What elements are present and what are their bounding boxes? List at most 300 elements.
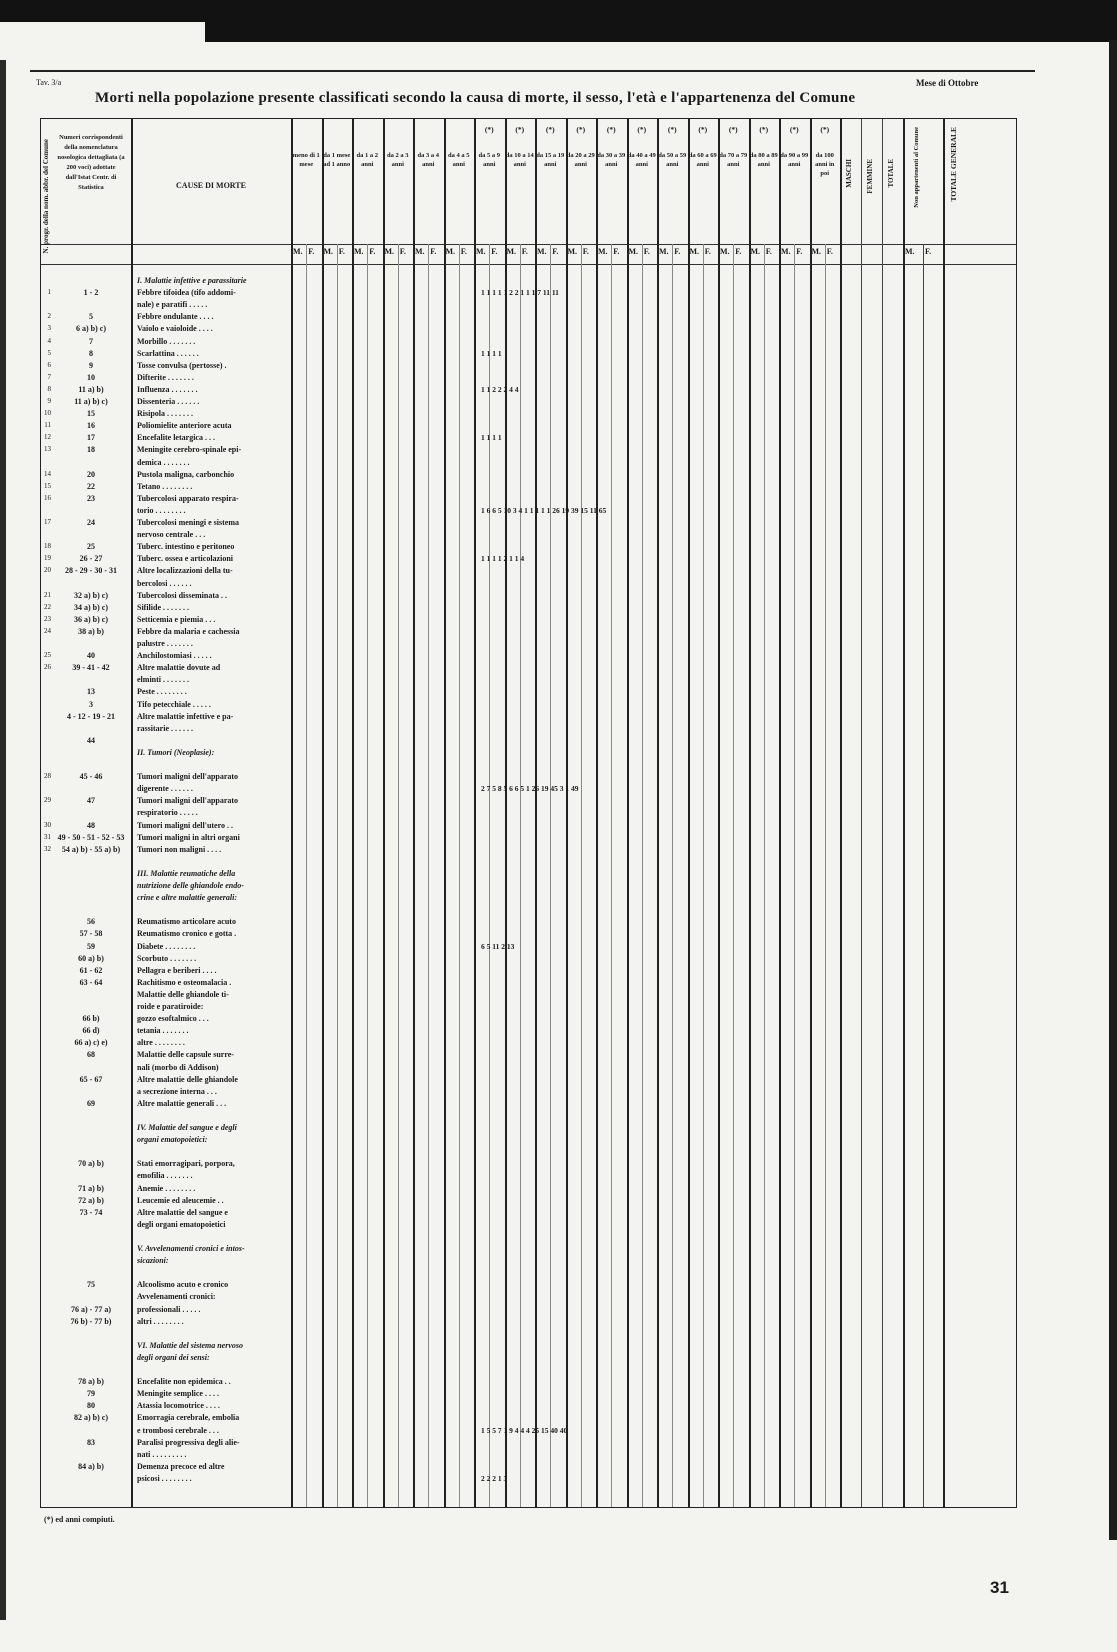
cause-label: altri . . . . . . . . [137, 1316, 184, 1326]
age-header: da 60 a 69 anni [688, 152, 717, 168]
sex-m-label: M. [598, 247, 608, 256]
cause-label: Peste . . . . . . . . [137, 687, 187, 697]
total-header: MASCHI [845, 159, 853, 188]
sex-f-label: F. [491, 247, 498, 256]
nomenclature-code: 65 - 67 [79, 1074, 103, 1084]
sex-m-label: M. [293, 247, 303, 256]
nomenclature-code: 7 [89, 336, 93, 346]
sex-f-label: F. [704, 247, 711, 256]
cause-label: Leucemie ed aleucemie . . [137, 1195, 224, 1205]
age-footnote-mark: (*) [606, 125, 616, 134]
cause-label: a secrezione interna . . . [137, 1086, 217, 1096]
row-values: 1 1 1 1 [481, 433, 502, 443]
sex-m-label: M. [384, 247, 395, 256]
total-col-divider [861, 119, 862, 1507]
cause-label: torio . . . . . . . . [137, 505, 186, 515]
row-number: 13 [44, 445, 51, 454]
cause-label: Tifo petecchiale . . . . . [137, 699, 211, 709]
row-number: 7 [47, 372, 51, 381]
nomenclature-code: 16 [87, 421, 95, 431]
sex-subdivider [764, 244, 765, 1507]
row-values: 1 1 1 1 [481, 348, 502, 358]
mortality-table [40, 118, 1017, 1508]
sex-m-label: M. [659, 247, 669, 256]
nomenclature-code: 70 a) b) [78, 1159, 104, 1169]
cause-label: Tumori non maligni . . . . [137, 844, 222, 854]
age-col-divider [383, 119, 385, 1507]
row-number: 17 [44, 518, 51, 526]
nomenclature-code: 75 [87, 1280, 95, 1290]
row-number: 6 [47, 360, 51, 369]
sex-f-label: F. [735, 247, 742, 256]
cause-label: Tumori maligni dell'utero . . [137, 820, 234, 830]
sex-subdivider [642, 244, 643, 1507]
cause-label: palustre . . . . . . . [137, 639, 193, 648]
cause-label: Febbre ondulante . . . . [137, 312, 214, 322]
nomenclature-code: 4 - 12 - 19 - 21 [67, 711, 115, 721]
section-heading: sicazioni: [137, 1256, 169, 1266]
nomenclature-code: 11 a) b) c) [74, 397, 108, 406]
cause-label: bercolosi . . . . . . [137, 578, 192, 588]
age-footnote-mark: (*) [667, 125, 677, 134]
cause-label: Reumatismo cronico e gotta . [137, 929, 237, 939]
cause-label: Poliomielite anteriore acuta [137, 421, 232, 431]
row-number: 21 [44, 590, 51, 599]
nomenclature-code: 23 [87, 493, 95, 503]
binding-edge [0, 60, 6, 1620]
section-heading: III. Malattie reumatiche della [137, 868, 236, 878]
row-number: 2 [47, 312, 51, 321]
row-number: 10 [44, 409, 51, 418]
cause-label: professionali . . . . . [137, 1304, 201, 1314]
age-header: da 30 a 39 anni [597, 152, 626, 168]
row-number: 28 [44, 772, 51, 781]
sex-subdivider [459, 244, 460, 1507]
nomenclature-code: 69 [87, 1098, 95, 1108]
cause-label: Vaiolo e vaioloide . . . . [137, 324, 213, 334]
nomenclature-code: 45 - 46 [79, 772, 103, 782]
nomenclature-code: 36 a) b) c) [74, 614, 108, 624]
nomenclature-code: 71 a) b) [78, 1183, 104, 1193]
cause-label: Malattie delle capsule surre- [137, 1050, 234, 1060]
sex-f-label: F. [613, 247, 620, 256]
age-col-divider [810, 119, 812, 1507]
row-values: 1 5 5 7 1 9 4 4 4 25 15 40 40 [481, 1425, 568, 1435]
cause-label: Risipola . . . . . . . [137, 409, 194, 419]
nomenclature-code: 38 a) b) [78, 626, 104, 636]
cause-label: Setticemia e piemia . . . [137, 614, 216, 624]
row-number: 23 [44, 614, 51, 623]
nomenclature-code: 1 - 2 [83, 288, 99, 298]
sex-m-label: M. [811, 247, 822, 256]
header-divider [41, 264, 1016, 265]
row-number: 22 [44, 602, 51, 611]
sex-f-label: F. [796, 247, 803, 256]
age-header: da 80 a 89 anni [749, 152, 778, 168]
nomenclature-code: 66 b) [82, 1014, 100, 1024]
cause-label: Anchilostomiasi . . . . . [137, 651, 212, 661]
cause-label: Tuberc. intestino e peritoneo [137, 542, 235, 552]
non-appart-subdivider [923, 244, 924, 1507]
row-number: 20 [44, 566, 51, 575]
sex-subdivider [337, 244, 338, 1507]
section-heading: V. Avvelenamenti cronici e intos- [137, 1244, 245, 1253]
age-col-divider [291, 119, 293, 1507]
totale-generale-header: TOTALE GENERALE [949, 127, 958, 202]
age-footnote-mark: (*) [637, 125, 647, 134]
age-header: da 10 a 14 anni [505, 152, 534, 168]
nomenclature-code: 78 a) b) [78, 1377, 104, 1387]
sex-m-label: M. [781, 247, 791, 256]
cause-label: nale) e paratifi . . . . . [137, 300, 208, 310]
nomenclature-code: 66 d) [82, 1026, 100, 1036]
cause-label: e trombosi cerebrale . . . [137, 1425, 219, 1435]
sex-m-label: M. [720, 247, 730, 256]
row-number: 24 [44, 626, 51, 635]
nomenclature-code: 60 a) b) [78, 953, 104, 963]
sex-subdivider [703, 244, 704, 1507]
total-col-divider [882, 119, 883, 1507]
age-col-divider [413, 119, 415, 1507]
total-header: TOTALE [887, 159, 895, 188]
cause-label: Altre malattie delle ghiandole [137, 1074, 238, 1084]
cause-label: Scorbuto . . . . . . . [137, 953, 197, 963]
age-col-divider [322, 119, 324, 1507]
sex-f-label: F. [369, 247, 376, 256]
sex-f-label: F. [460, 247, 467, 256]
cause-label: Altre localizzazioni della tu- [137, 566, 233, 576]
nomenclature-code: 11 a) b) [78, 384, 104, 394]
nomenclature-code: 44 [87, 735, 95, 745]
nomenclature-code: 25 [87, 542, 95, 552]
cause-label: psicosi . . . . . . . . [137, 1473, 192, 1483]
age-footnote-mark: (*) [545, 125, 555, 134]
age-col-divider [535, 119, 537, 1507]
age-header: da 15 a 19 anni [536, 152, 565, 168]
cause-label: Altre malattie generali . . . [137, 1098, 227, 1108]
cause-label: nati . . . . . . . . . [137, 1449, 187, 1459]
sex-subdivider [520, 244, 521, 1507]
non-appart-header: Non appartenenti al Comune [913, 127, 920, 208]
nomenclature-code: 20 [87, 469, 95, 479]
na-m-label: M. [905, 247, 915, 256]
cause-label: nervoso centrale . . . [137, 530, 206, 540]
cause-label: Dissenteria . . . . . . [137, 397, 200, 406]
nomenclature-code: 40 [87, 651, 95, 661]
nomenclature-code: 13 [87, 687, 95, 697]
nomenclature-code: 10 [87, 372, 95, 382]
sex-subdivider [611, 244, 612, 1507]
sex-subdivider [794, 244, 795, 1507]
cause-label: degli organi ematopoietici [137, 1219, 226, 1229]
cause-label: Morbillo . . . . . . . [137, 336, 196, 346]
sex-f-label: F. [430, 247, 437, 256]
nomenclature-code: 76 a) - 77 a) [71, 1304, 111, 1314]
sex-row-divider [41, 244, 1016, 245]
cause-label: Meningite semplice . . . . [137, 1389, 219, 1399]
cause-label: Tumori maligni dell'apparato [137, 772, 239, 782]
row-number: 8 [47, 384, 51, 393]
row-number: 25 [44, 651, 51, 660]
age-header: da 70 a 79 anni [719, 152, 748, 168]
row-number: 18 [44, 542, 51, 551]
nomenclature-code: 59 [87, 941, 95, 951]
sex-m-label: M. [750, 247, 761, 256]
cause-label: Stati emorragipari, porpora, [137, 1159, 235, 1169]
sex-subdivider [672, 244, 673, 1507]
cause-label: Scarlattina . . . . . . [137, 348, 199, 358]
sex-subdivider [581, 244, 582, 1507]
row-number: 14 [44, 469, 51, 478]
age-footnote-mark: (*) [515, 125, 525, 134]
age-header: da 5 a 9 anni [478, 152, 500, 168]
row-number: 19 [44, 554, 51, 563]
sex-f-label: F. [765, 247, 772, 256]
cause-label: Febbre da malaria e cachessia [137, 626, 240, 636]
nomenclature-code: 15 [87, 409, 95, 419]
nomenclature-code: 56 [87, 917, 95, 927]
nomenclature-code: 68 [87, 1050, 95, 1060]
age-header: da 50 a 59 anni [658, 152, 687, 168]
scan-dark-corner [0, 0, 205, 22]
cause-label: Sifilide . . . . . . . [137, 602, 190, 612]
cause-label: Altre malattie del sangue e [137, 1207, 228, 1217]
nomenclature-code: 24 [87, 518, 95, 527]
age-col-divider [779, 119, 781, 1507]
sex-f-label: F. [308, 247, 315, 256]
sex-subdivider [550, 244, 551, 1507]
nomenclature-code: 73 - 74 [79, 1207, 103, 1217]
row-values: 1 1 2 2 2 4 4 [481, 384, 519, 394]
age-col-divider [444, 119, 446, 1507]
cause-label: Reumatismo articolare acuto [137, 917, 236, 927]
row-values: 2 7 5 8 5 6 6 5 1 26 19 45 3 1 49 [481, 784, 579, 794]
cause-label: emofilia . . . . . . . [137, 1171, 193, 1181]
row-number: 32 [44, 844, 51, 853]
cause-label: nali (morbo di Addison) [137, 1062, 219, 1072]
cause-header: CAUSE DI MORTE [176, 181, 246, 190]
age-footnote-mark: (*) [759, 125, 769, 134]
row-number: 5 [47, 348, 51, 357]
age-col-divider [505, 119, 507, 1507]
nomenclature-code: 84 a) b) [78, 1461, 104, 1471]
row-number: 12 [44, 433, 51, 442]
cause-label: Tubercolosi disseminata . . [137, 590, 228, 600]
nomenclature-code: 6 a) b) c) [76, 324, 106, 334]
nomenclature-code: 8 [89, 348, 93, 358]
cause-label: Diabete . . . . . . . . [137, 941, 196, 951]
sex-m-label: M. [354, 247, 364, 256]
cause-label: digerente . . . . . . [137, 784, 193, 794]
section-heading: crine e altre malattie generali: [137, 893, 237, 903]
nomenclature-code: 82 a) b) c) [74, 1413, 108, 1423]
row-number: 31 [44, 832, 51, 841]
age-col-divider [718, 119, 720, 1507]
age-header: da 1 a 2 anni [356, 152, 378, 168]
age-footnote-mark: (*) [484, 125, 494, 134]
row-number: 30 [44, 820, 51, 829]
cause-label: Tumori maligni in altri organi [137, 832, 240, 842]
nomenclature-code: 39 - 41 - 42 [72, 663, 110, 673]
total-header: FEMMINE [866, 159, 874, 194]
row-number: 4 [47, 336, 51, 345]
age-header: da 90 a 99 anni [780, 152, 809, 168]
section-heading: IV. Malattie del sangue e degli [137, 1123, 237, 1132]
age-col-divider [627, 119, 629, 1507]
sex-f-label: F. [643, 247, 650, 256]
nomenclature-code: 61 - 62 [79, 965, 103, 975]
sex-subdivider [398, 244, 399, 1507]
totals-divider [840, 119, 842, 1507]
cause-label: Pustola maligna, carbonchio [137, 469, 235, 479]
sex-f-label: F. [338, 247, 345, 256]
nomenclature-code: 17 [87, 433, 95, 443]
age-header: meno di 1 mese [292, 152, 320, 168]
sex-m-label: M. [445, 247, 456, 256]
nomenclature-code: 22 [87, 481, 95, 491]
sex-f-label: F. [826, 247, 833, 256]
age-header: da 4 a 5 anni [448, 152, 470, 168]
nomenclature-code: 63 - 64 [79, 977, 103, 987]
cause-label: Tosse convulsa (pertosse) . [137, 360, 227, 370]
age-header: da 2 a 3 anni [387, 152, 409, 168]
sex-f-label: F. [399, 247, 406, 256]
cause-label: respiratorio . . . . . [137, 808, 198, 818]
row-number: 16 [44, 493, 51, 502]
cause-label: Difterite . . . . . . . [137, 372, 194, 382]
sex-subdivider [733, 244, 734, 1507]
age-col-divider [596, 119, 598, 1507]
cause-label: Demenza precoce ed altre [137, 1461, 225, 1471]
cause-label: demica . . . . . . . [137, 457, 190, 467]
row-values: 2 2 2 1 3 [481, 1473, 508, 1483]
sex-subdivider [367, 244, 368, 1507]
nomenclature-code: 57 - 58 [79, 929, 103, 939]
nomenclature-code: 47 [87, 796, 95, 806]
nomenclature-code: 34 a) b) c) [74, 602, 108, 612]
numeri-header: Numeri corrispondenti della nomenclatura nosologica dettagliata (a 200 voci) adottate dall'Istat Centr. di Statistica [57, 134, 125, 191]
month-label: Mese di Ottobre [916, 78, 979, 88]
nomenclature-code: 26 - 27 [79, 554, 103, 564]
nomenclature-code: 66 a) c) e) [74, 1038, 108, 1048]
cause-label: Tubercolosi meningi e sistema [137, 518, 240, 527]
sex-m-label: M. [506, 247, 517, 256]
sex-f-label: F. [674, 247, 681, 256]
nomenclature-code: 28 - 29 - 30 - 31 [65, 566, 117, 576]
cause-label: Avvelenamenti cronici: [137, 1292, 216, 1302]
row-number: 29 [44, 796, 51, 805]
cause-label: Tetano . . . . . . . . [137, 481, 193, 491]
cause-label: Tuberc. ossea e articolazioni [137, 554, 233, 564]
row-values: 6 5 11 2 13 [481, 941, 515, 951]
sex-m-label: M. [415, 247, 425, 256]
row-number: 11 [44, 421, 51, 430]
col-divider-numeri [131, 119, 133, 1507]
row-number: 9 [47, 397, 51, 405]
row-number: 15 [44, 481, 51, 490]
cause-label: Paralisi progressiva degli alie- [137, 1437, 240, 1447]
sex-m-label: M. [476, 247, 486, 256]
age-header: da 1 mese ad 1 anno [323, 152, 351, 168]
cause-label: Encefalite letargica . . . [137, 433, 215, 443]
cause-label: Emorragia cerebrale, embolia [137, 1413, 240, 1423]
nomenclature-code: 48 [87, 820, 95, 830]
footnote: (*) ed anni compiuti. [44, 1515, 115, 1524]
age-header: da 3 a 4 anni [417, 152, 439, 168]
cause-label: Altre malattie dovute ad [137, 663, 221, 673]
age-col-divider [749, 119, 751, 1507]
row-values: 1 1 1 1 2 1 1 4 [481, 554, 525, 564]
row-number: 1 [47, 288, 51, 297]
cause-label: Febbre tifoidea (tifo addomi- [137, 288, 236, 298]
cause-label: Pellagra e beriberi . . . . [137, 965, 217, 975]
row-values: 1 6 6 5 10 3 4 1 1 1 1 1 26 19 39 15 11 65 [481, 505, 607, 515]
cause-label: altre . . . . . . . . [137, 1038, 185, 1048]
na-f-label: F. [925, 247, 932, 256]
age-col-divider [688, 119, 690, 1507]
sex-f-label: F. [552, 247, 559, 256]
cause-label: Altre malattie infettive e pa- [137, 711, 234, 721]
age-header: da 20 a 29 anni [566, 152, 595, 168]
nomenclature-code: 54 a) b) - 55 a) b) [61, 844, 121, 854]
table-ref: Tav. 3/a [36, 78, 62, 87]
nomenclature-code: 72 a) b) [78, 1195, 104, 1205]
cause-label: roide e paratiroide: [137, 1002, 204, 1011]
row-number: 26 [44, 663, 51, 672]
nomenclature-code: 5 [89, 312, 93, 322]
age-header: da 100 anni in poi [815, 152, 835, 177]
nomenclature-code: 18 [87, 445, 95, 455]
section-heading: nutrizione delle ghiandole endo- [137, 881, 244, 890]
nomenclature-code: 76 b) - 77 b) [70, 1316, 112, 1326]
sex-m-label: M. [689, 247, 700, 256]
cause-label: Tubercolosi apparato respira- [137, 493, 239, 503]
nomenclature-code: 3 [89, 699, 93, 709]
sex-f-label: F. [521, 247, 528, 256]
scan-right-edge [1109, 40, 1117, 1540]
sex-m-label: M. [628, 247, 639, 256]
row-values: 1 1 1 1 1 2 2 1 1 1 7 11 11 [481, 288, 559, 298]
age-footnote-mark: (*) [789, 125, 799, 134]
sex-f-label: F. [582, 247, 589, 256]
sex-m-label: M. [567, 247, 578, 256]
totale-generale-divider [943, 119, 945, 1507]
page-title: Morti nella popolazione presente classificati secondo la causa di morte, il sesso, l'età e l'appartenenza del Comune [95, 90, 856, 106]
nomenclature-code: 79 [87, 1389, 95, 1399]
section-heading: organi ematopoietici: [137, 1135, 208, 1145]
prog-header: N. progr. della nom. abbr. del Comune [42, 139, 50, 254]
age-header: da 40 a 49 anni [627, 152, 656, 168]
sex-m-label: M. [323, 247, 334, 256]
cause-label: tetania . . . . . . . [137, 1026, 189, 1036]
cause-label: Encefalite non epidemica . . [137, 1377, 231, 1387]
age-col-divider [657, 119, 659, 1507]
sex-m-label: M. [537, 247, 547, 256]
non-appart-divider [903, 119, 905, 1507]
scan-dark-bar [205, 0, 1117, 42]
cause-label: Anemie . . . . . . . . [137, 1183, 196, 1193]
row-number: 3 [47, 324, 51, 333]
sex-subdivider [428, 244, 429, 1507]
cause-label: Atassia locomotrice . . . . [137, 1401, 220, 1411]
cause-label: rassitarie . . . . . . [137, 723, 193, 733]
cause-label: Influenza . . . . . . . [137, 384, 198, 394]
nomenclature-code: 32 a) b) c) [74, 590, 108, 600]
age-footnote-mark: (*) [820, 125, 830, 134]
age-footnote-mark: (*) [728, 125, 738, 134]
nomenclature-code: 80 [87, 1401, 95, 1411]
cause-label: elminti . . . . . . . [137, 675, 189, 685]
